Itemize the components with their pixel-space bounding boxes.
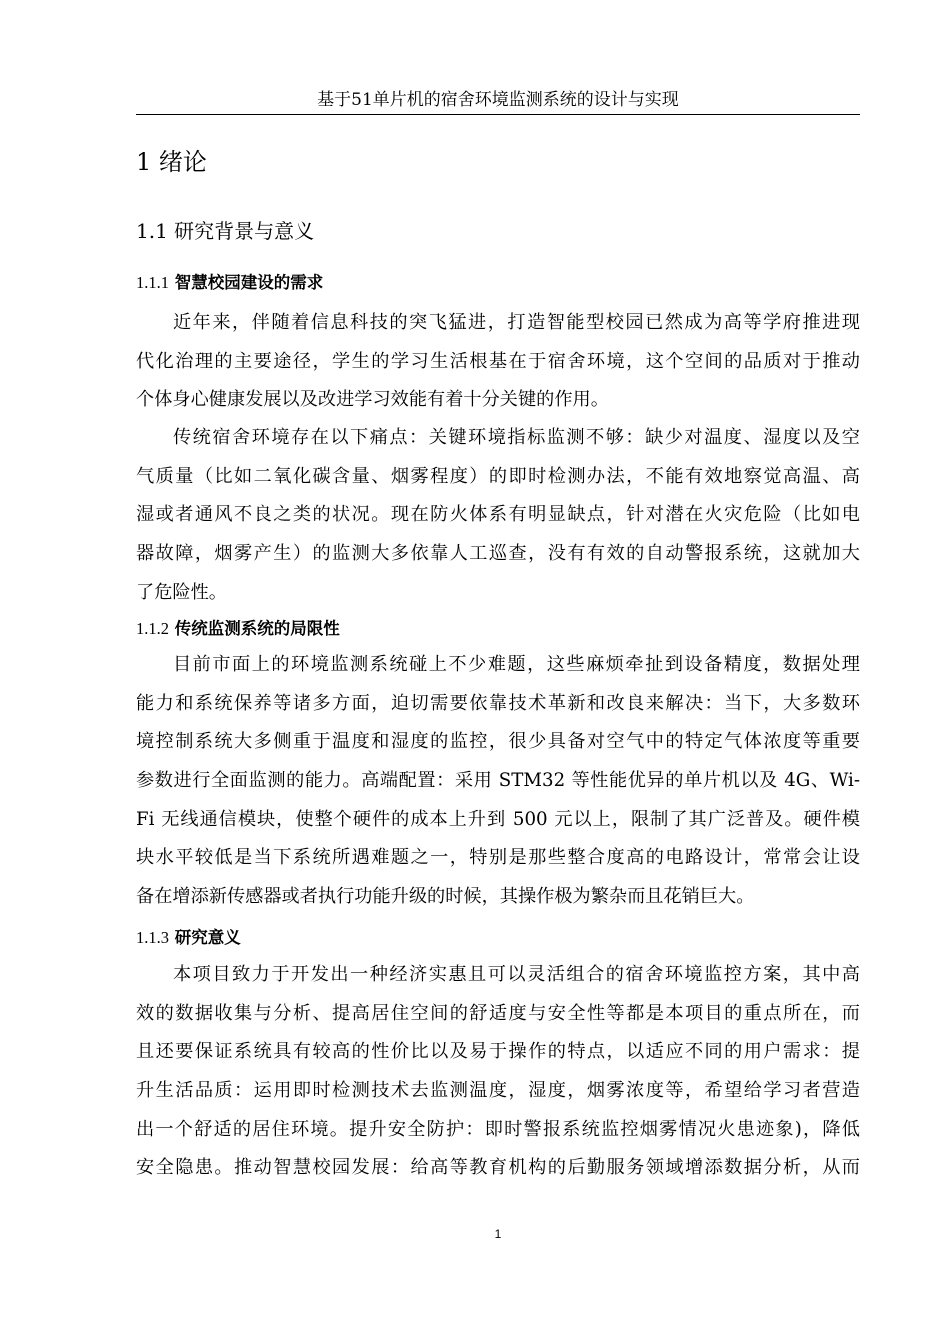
text-line: 境控制系统大多侧重于温度和湿度的监控，很少具备对空气中的特定气体浓度等重要	[136, 731, 860, 753]
text-line: 气质量（比如二氧化碳含量、烟雾程度）的即时检测办法，不能有效地察觉高温、高	[136, 465, 860, 487]
text-line: 本项目致力于开发出一种经济实惠且可以灵活组合的宿舍环境监控方案，其中高	[173, 964, 860, 985]
subsection-heading-1	[136, 272, 860, 294]
subsection-title: 智慧校园建设的需求	[174, 273, 324, 292]
subsection-number: 1.1.3	[136, 928, 169, 947]
text-line: 传统宿舍环境存在以下痛点：关键环境指标监测不够：缺少对温度、湿度以及空	[173, 427, 860, 448]
text-line: 效的数据收集与分析、提高居住空间的舒适度与安全性等都是本项目的重点所在，而	[136, 1002, 860, 1024]
text-line: 近年来，伴随着信息科技的突飞猛进，打造智能型校园已然成为高等学府推进现	[173, 312, 860, 333]
text-line: 且还要保证系统具有较高的性价比以及易于操作的特点，以适应不同的用户需求：提	[136, 1041, 860, 1063]
text-line: 参数进行全面监测的能力。高端配置：采用 STM32 等性能优异的单片机以及 4G、Wi-	[136, 770, 860, 792]
text-line: 备在增添新传感器或者执行功能升级的时候，其操作极为繁杂而且花销巨大。	[136, 886, 755, 908]
text-line: 了危险性。	[136, 581, 227, 603]
subsection-heading-2	[136, 618, 860, 640]
paragraph-2	[136, 419, 860, 612]
subsection-heading-3	[136, 927, 860, 949]
text-line: 湿或者通风不良之类的状况。现在防火体系有明显缺点，针对潜在火灾危险（比如电	[136, 504, 860, 526]
text-line: 器故障，烟雾产生）的监测大多依靠人工巡查，没有有效的自动警报系统，这就加大	[136, 543, 860, 565]
running-header: 基于51单片机的宿舍环境监测系统的设计与实现	[317, 90, 679, 110]
section-title: 1.1 研究背景与意义	[136, 219, 315, 243]
paragraph-3	[136, 646, 860, 917]
text-line: 代化治理的主要途径，学生的学习生活根基在于宿舍环境，这个空间的品质对于推动	[136, 350, 860, 372]
chapter-title: 1 绪论	[136, 148, 207, 176]
subsection-title: 研究意义	[174, 928, 241, 947]
page-number: 1	[494, 1227, 502, 1241]
text-line: 安全隐患。推动智慧校园发展：给高等教育机构的后勤服务领域增添数据分析，从而	[136, 1157, 860, 1179]
text-line: 个体身心健康发展以及改进学习效能有着十分关键的作用。	[136, 389, 609, 411]
paragraph-1	[136, 304, 860, 420]
subsection-number: 1.1.2	[136, 619, 169, 638]
text-line: Fi 无线通信模块，使整个硬件的成本上升到 500 元以上，限制了其广泛普及。硬件模	[136, 808, 860, 830]
subsection-title: 传统监测系统的局限性	[174, 619, 340, 638]
text-line: 出一个舒适的居住环境。提升安全防护：即时警报系统监控烟雾情况火患迹象)，降低	[136, 1118, 860, 1140]
paragraph-4	[136, 956, 860, 1188]
text-line: 升生活品质：运用即时检测技术去监测温度，湿度，烟雾浓度等，希望给学习者营造	[136, 1080, 860, 1102]
text-line: 目前市面上的环境监测系统碰上不少难题，这些麻烦牵扯到设备精度，数据处理	[173, 654, 860, 675]
header-divider	[136, 114, 860, 115]
text-line: 块水平较低是当下系统所遇难题之一，特别是那些整合度高的电路设计，常常会让设	[136, 847, 860, 869]
text-line: 能力和系统保养等诸多方面，迫切需要依靠技术革新和改良来解决：当下，大多数环	[136, 692, 860, 714]
subsection-number: 1.1.1	[136, 273, 169, 292]
